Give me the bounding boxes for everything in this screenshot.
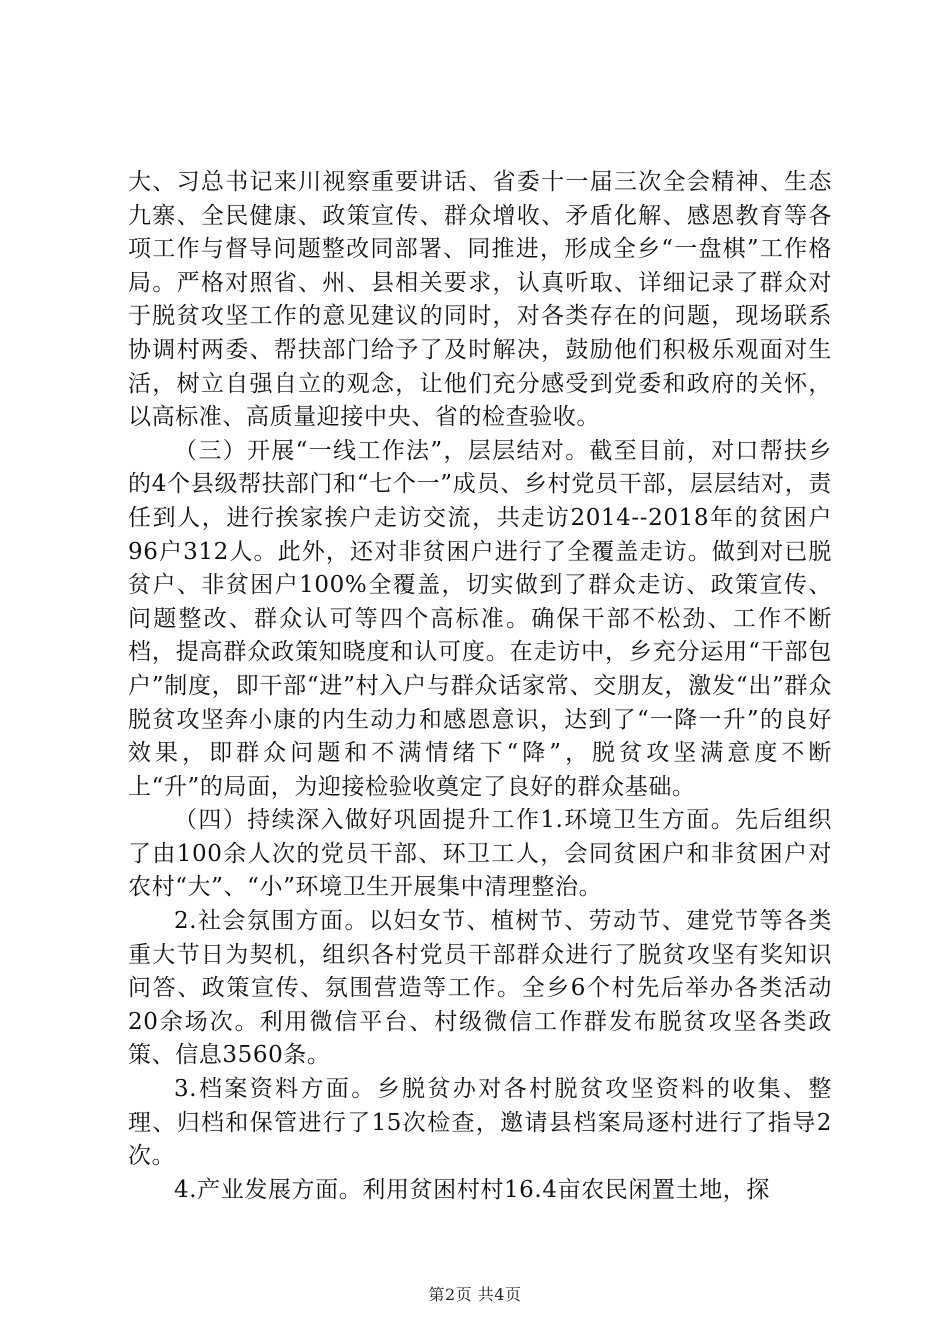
- paragraph-continuation: 大、习总书记来川视察重要讲话、省委十一届三次全会精神、生态九寨、全民健康、政策宣传、群众增收、矛盾化解、感恩教育等各项工作与督导问题整改同部署、同推进，形成全乡“一盘棋”工作格局。严格对照省、州、县相关要求，认真听取、详细记录了群众对于脱贫攻坚工作的意见建议的同时，对各类存在的问题，现场联系协调村两委、帮扶部门给予了及时解决，鼓励他们积极乐观面对生活，树立自强自立的观念，让他们充分感受到党委和政府的关怀，以高标准、高质量迎接中央、省的检查验收。: [128, 169, 832, 431]
- document-body: [128, 166, 832, 1207]
- paragraph-section-4: （四）持续深入做好巩固提升工作1.环境卫生方面。先后组织了由100余人次的党员干部、环卫工人，会同贫困户和非贫困户对农村“大”、“小”环境卫生开展集中清理整治。: [128, 807, 832, 901]
- paragraph-item-2: 2.社会氛围方面。以妇女节、植树节、劳动节、建党节等各类重大节日为契机，组织各村党员干部群众进行了脱贫攻坚有奖知识问答、政策宣传、氛围营造等工作。全乡6个村先后举办各类活动20余场次。利用微信平台、村级微信工作群发布脱贫攻坚各类政策、信息3560条。: [128, 908, 832, 1069]
- page-footer: 第2页 共4页: [428, 1285, 522, 1304]
- paragraph-item-3: 3.档案资料方面。乡脱贫办对各村脱贫攻坚资料的收集、整理、归档和保管进行了15次检查，邀请县档案局逐村进行了指导2次。: [128, 1076, 832, 1170]
- paragraph-item-4: 4.产业发展方面。利用贫困村村16.4亩农民闲置土地，探: [174, 1176, 770, 1203]
- paragraph-section-3: （三）开展“一线工作法”，层层结对。截至目前，对口帮扶乡的4个县级帮扶部门和“七个一”成员、乡村党员干部，层层结对，责任到人，进行挨家挨户走访交流，共走访2014--2018年的贫困户96户312人。此外，还对非贫困户进行了全覆盖走访。做到对已脱贫户、非贫困户100%全覆盖，切实做到了群众走访、政策宣传、问题整改、群众认可等四个高标准。确保干部不松劲、工作不断档，提高群众政策知晓度和认可度。在走访中，乡充分运用“干部包户”制度，即干部“进”村入户与群众话家常、交朋友，激发“出”群众脱贫攻坚奔小康的内生动力和感恩意识，达到了“一降一升”的良好效果，即群众问题和不满情绪下“降”，脱贫攻坚满意度不断上“升”的局面，为迎接检验收奠定了良好的群众基础。: [128, 437, 832, 800]
